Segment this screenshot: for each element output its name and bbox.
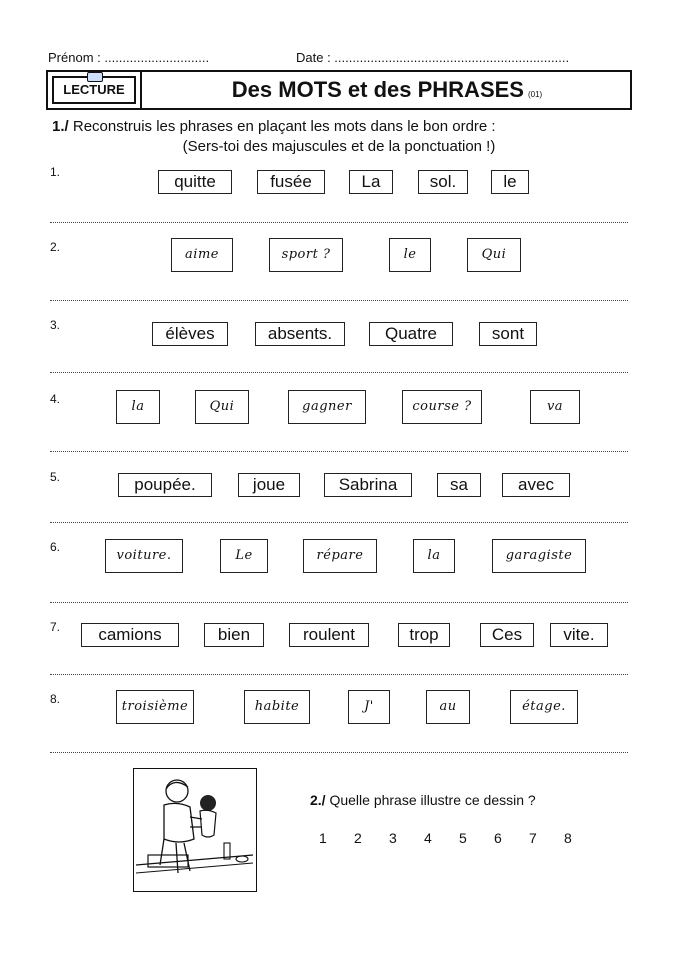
word-card[interactable]: aime bbox=[171, 238, 233, 272]
word-card[interactable]: habite bbox=[244, 690, 310, 724]
question-2 bbox=[310, 792, 536, 808]
page-title bbox=[144, 72, 630, 108]
date-field[interactable]: Date : ................................................................. bbox=[296, 50, 570, 65]
word-card[interactable]: joue bbox=[238, 473, 300, 497]
word-card[interactable]: voiture. bbox=[105, 539, 183, 573]
row-number: 2. bbox=[50, 240, 61, 254]
word-card[interactable]: troisième bbox=[116, 690, 194, 724]
answer-line[interactable] bbox=[50, 372, 628, 373]
word-card[interactable]: au bbox=[426, 690, 470, 724]
header-box bbox=[46, 70, 632, 110]
choice-number[interactable]: 4 bbox=[424, 830, 432, 846]
row-number: 6. bbox=[50, 540, 61, 554]
word-card[interactable]: poupée. bbox=[118, 473, 212, 497]
word-card[interactable]: sport ? bbox=[269, 238, 343, 272]
answer-line[interactable] bbox=[50, 451, 628, 452]
answer-line[interactable] bbox=[50, 522, 628, 523]
word-card[interactable]: trop bbox=[398, 623, 450, 647]
answer-line[interactable] bbox=[50, 300, 628, 301]
prenom-field[interactable]: Prénom : ............................. bbox=[48, 50, 210, 65]
choice-number[interactable]: 8 bbox=[564, 830, 572, 846]
word-card[interactable]: absents. bbox=[255, 322, 345, 346]
word-card[interactable]: sa bbox=[437, 473, 481, 497]
word-card[interactable]: le bbox=[389, 238, 431, 272]
row-number: 1. bbox=[50, 165, 61, 179]
word-card[interactable]: avec bbox=[502, 473, 570, 497]
word-card[interactable]: fusée bbox=[257, 170, 325, 194]
word-card[interactable]: J' bbox=[348, 690, 390, 724]
question-1-instruction: Reconstruis les phrases en plaçant les mots dans le bon ordre : bbox=[72, 118, 496, 135]
choice-number[interactable]: 6 bbox=[494, 830, 502, 846]
word-card[interactable]: étage. bbox=[510, 690, 578, 724]
choice-number[interactable]: 1 bbox=[319, 830, 327, 846]
word-card[interactable]: vite. bbox=[550, 623, 608, 647]
word-card[interactable]: le bbox=[491, 170, 529, 194]
row-number: 3. bbox=[50, 318, 61, 332]
logo-text: LECTURE bbox=[63, 82, 125, 97]
word-card[interactable]: sol. bbox=[418, 170, 468, 194]
row-number: 8. bbox=[50, 692, 61, 706]
question-1-number: 1./ bbox=[52, 118, 69, 135]
choice-number[interactable]: 7 bbox=[529, 830, 537, 846]
word-card[interactable]: Sabrina bbox=[324, 473, 412, 497]
word-card[interactable]: quitte bbox=[158, 170, 232, 194]
word-card[interactable]: garagiste bbox=[492, 539, 586, 573]
girl-with-doll-illustration bbox=[133, 768, 257, 892]
word-card[interactable]: sont bbox=[479, 322, 537, 346]
question-2-text: Quelle phrase illustre ce dessin ? bbox=[329, 792, 536, 808]
answer-line[interactable] bbox=[50, 222, 628, 223]
word-card[interactable]: course ? bbox=[402, 390, 482, 424]
word-card[interactable]: camions bbox=[81, 623, 179, 647]
word-card[interactable]: la bbox=[413, 539, 455, 573]
word-card[interactable]: gagner bbox=[288, 390, 366, 424]
row-number: 4. bbox=[50, 392, 61, 406]
word-card[interactable]: Quatre bbox=[369, 322, 453, 346]
title-text: Des MOTS et des PHRASES bbox=[231, 77, 524, 102]
sheet-code: (01) bbox=[527, 90, 543, 99]
word-card[interactable]: va bbox=[530, 390, 580, 424]
row-number: 5. bbox=[50, 470, 61, 484]
question-1 bbox=[52, 118, 496, 135]
word-card[interactable]: élèves bbox=[152, 322, 228, 346]
word-card[interactable]: bien bbox=[204, 623, 264, 647]
word-card[interactable]: répare bbox=[303, 539, 377, 573]
word-card[interactable]: La bbox=[349, 170, 393, 194]
choice-number[interactable]: 5 bbox=[459, 830, 467, 846]
girl-doll-drawing bbox=[134, 769, 255, 890]
choice-number[interactable]: 3 bbox=[389, 830, 397, 846]
answer-line[interactable] bbox=[50, 752, 628, 753]
word-card[interactable]: Ces bbox=[480, 623, 534, 647]
word-card[interactable]: roulent bbox=[289, 623, 369, 647]
row-number: 7. bbox=[50, 620, 61, 634]
word-card[interactable]: Qui bbox=[467, 238, 521, 272]
choice-number[interactable]: 2 bbox=[354, 830, 362, 846]
book-icon bbox=[87, 72, 103, 82]
question-2-number: 2./ bbox=[310, 792, 326, 808]
answer-line[interactable] bbox=[50, 602, 628, 603]
word-card[interactable]: Le bbox=[220, 539, 268, 573]
header-divider bbox=[140, 72, 142, 108]
lecture-logo bbox=[52, 76, 136, 104]
question-1-note: (Sers-toi des majuscules et de la ponctuation !) bbox=[182, 138, 496, 155]
word-card[interactable]: la bbox=[116, 390, 160, 424]
answer-line[interactable] bbox=[50, 674, 628, 675]
word-card[interactable]: Qui bbox=[195, 390, 249, 424]
